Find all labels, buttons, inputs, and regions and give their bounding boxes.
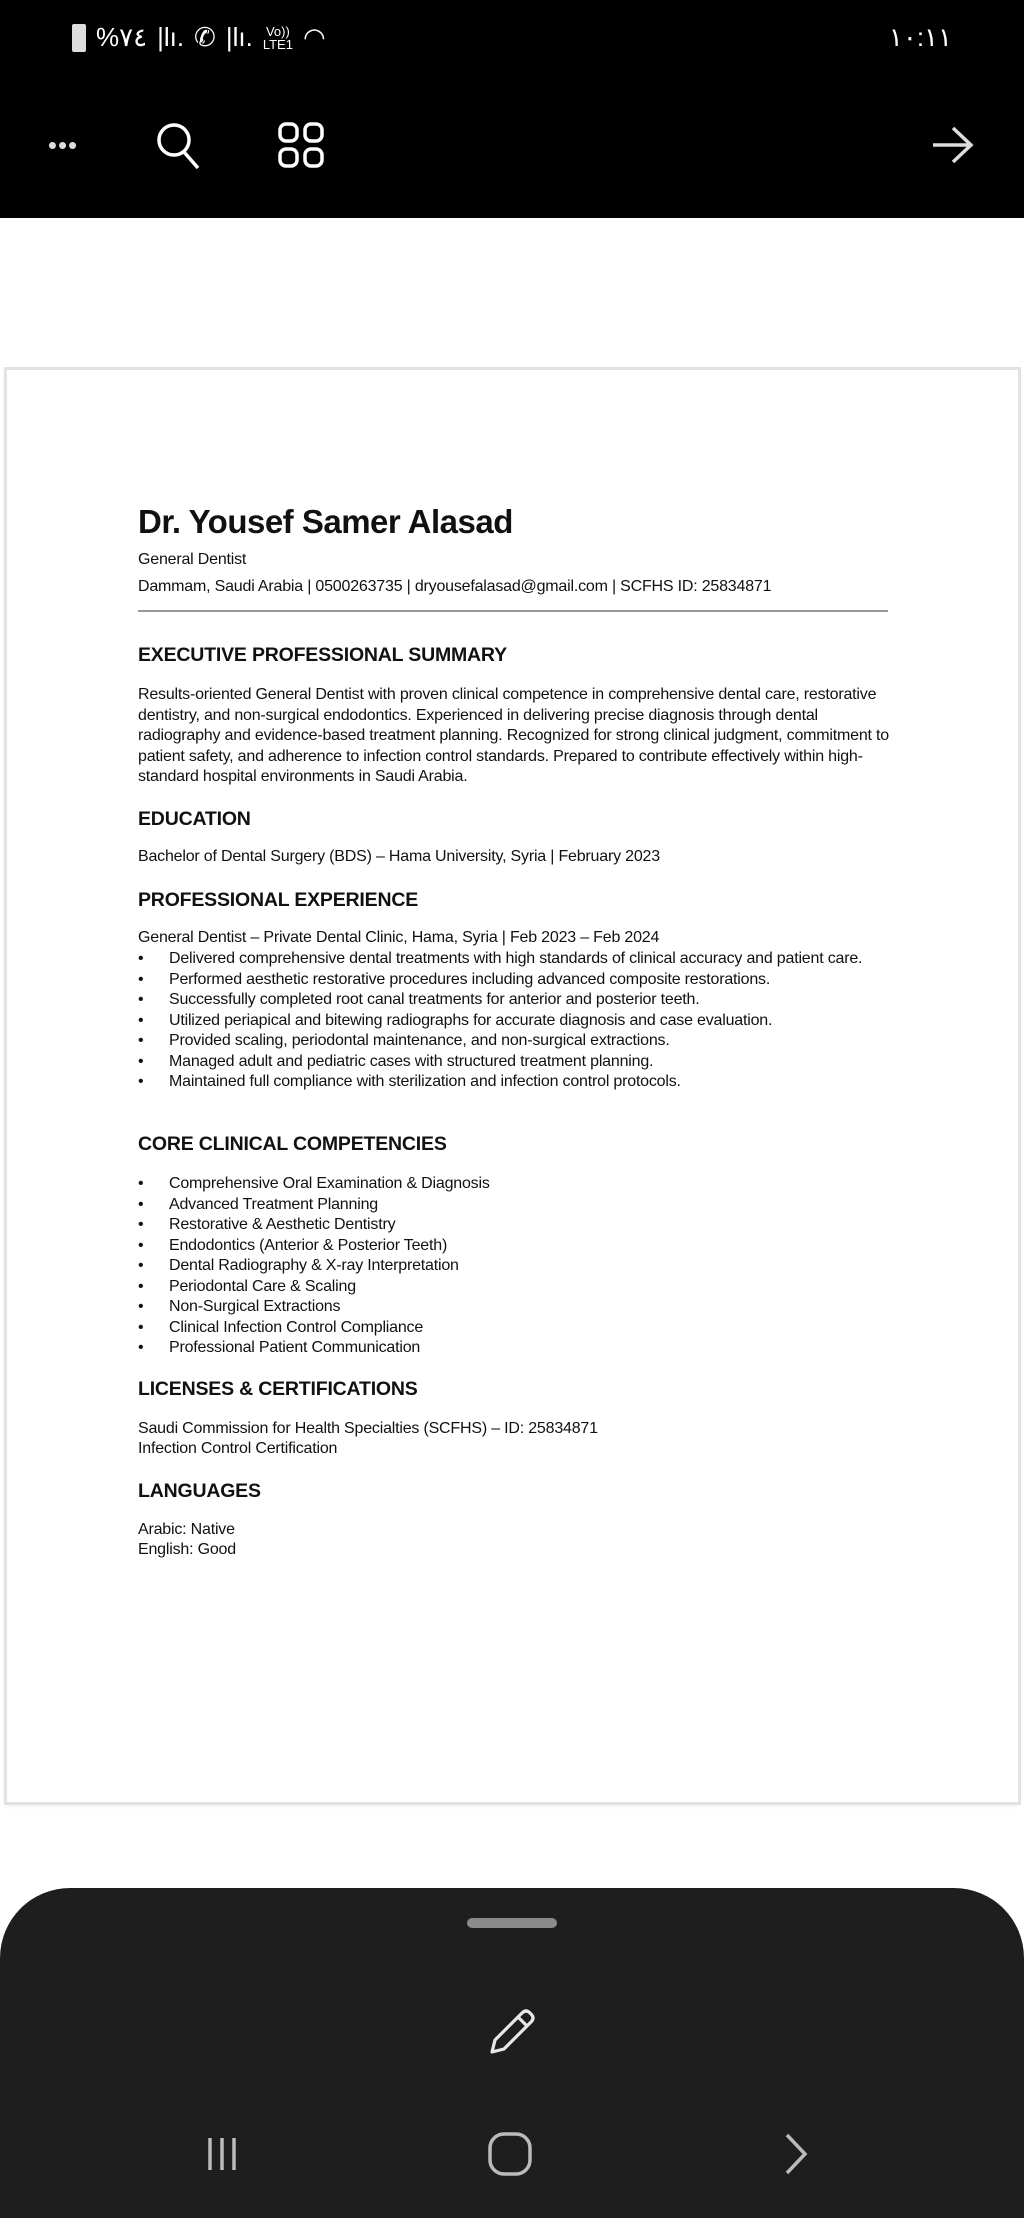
resume-name: Dr. Yousef Samer Alasad (138, 503, 513, 540)
education-text: Bachelor of Dental Surgery (BDS) – Hama University, Syria | February 2023 (138, 848, 660, 865)
drag-handle[interactable] (467, 1918, 557, 1928)
arrow-right-icon (931, 125, 975, 165)
list-item: • Maintained full compliance with sterilization and infection control protocols. (138, 1072, 898, 1093)
document-page (7, 370, 1018, 1802)
home-icon (487, 2131, 533, 2177)
experience-bullets (138, 949, 898, 1093)
education-heading: EDUCATION (138, 808, 251, 830)
wifi-icon: ◠ (302, 22, 326, 52)
network-text: LTE1 (262, 36, 293, 52)
pencil-icon (486, 2006, 538, 2058)
home-button[interactable] (480, 2128, 540, 2180)
list-item: • Non-Surgical Extractions (138, 1297, 898, 1318)
experience-job: General Dentist – Private Dental Clinic, Hama, Syria | Feb 2023 – Feb 2024 (138, 929, 660, 946)
list-item: • Clinical Infection Control Compliance (138, 1318, 898, 1339)
licenses-heading: LICENSES & CERTIFICATIONS (138, 1378, 418, 1400)
edit-button[interactable] (482, 2002, 542, 2062)
battery-percent: %٧٤ (96, 22, 148, 52)
list-item: • Advanced Treatment Planning (138, 1195, 898, 1216)
search-icon (154, 120, 202, 170)
search-button[interactable] (152, 120, 204, 170)
bottom-sheet (0, 1888, 1024, 2218)
summary-text: Results-oriented General Dentist with proven clinical competence in comprehensive dental care, restorative dentistry, and non-surgical endodontics. Experienced in delivering precise diagnosis through dental radiography and evidence-based treatment planning. Recognized for strong clinical judgment, commitment to patient safety, and adherence to infection control standards. Prepared to contribute effectively within high-standard hospital environments in Saudi Arabia. (138, 686, 889, 785)
language-item: English: Good (138, 1541, 236, 1558)
more-icon: ••• (47, 129, 79, 160)
wifi-call-icon: ✆ (194, 22, 216, 52)
resume-contact: Dammam, Saudi Arabia | 0500263735 | dryousefalasad@gmail.com | SCFHS ID: 25834871 (138, 578, 772, 595)
license-item: Infection Control Certification (138, 1440, 338, 1457)
competencies-list (138, 1174, 898, 1359)
recent-apps-button[interactable] (192, 2128, 252, 2180)
list-item: • Periodontal Care & Scaling (138, 1277, 898, 1298)
language-item: Arabic: Native (138, 1521, 235, 1538)
competencies-heading: CORE CLINICAL COMPETENCIES (138, 1133, 447, 1155)
top-bar (0, 0, 1024, 218)
battery-icon (72, 24, 86, 52)
languages-heading: LANGUAGES (138, 1480, 261, 1502)
experience-heading: PROFESSIONAL EXPERIENCE (138, 889, 419, 911)
resume-title: General Dentist (138, 551, 247, 568)
list-item: • Restorative & Aesthetic Dentistry (138, 1215, 898, 1236)
status-icons (72, 22, 326, 53)
forward-button[interactable] (928, 120, 978, 170)
list-item: • Performed aesthetic restorative procedures including advanced composite restorations. (138, 970, 898, 991)
list-item: • Endodontics (Anterior & Posterior Teeth) (138, 1236, 898, 1257)
grid-icon (278, 122, 324, 168)
volte-text: Vo)) (265, 23, 290, 39)
list-item: • Comprehensive Oral Examination & Diagnosis (138, 1174, 898, 1195)
more-button[interactable] (38, 120, 88, 170)
divider (138, 610, 888, 612)
license-item: Saudi Commission for Health Specialties (SCFHS) – ID: 25834871 (138, 1420, 598, 1437)
back-button[interactable] (766, 2128, 826, 2180)
summary-heading: EXECUTIVE PROFESSIONAL SUMMARY (138, 644, 507, 666)
clock: ١٠:١١ (888, 22, 952, 52)
list-item: • Successfully completed root canal treatments for anterior and posterior teeth. (138, 990, 898, 1011)
grid-view-button[interactable] (276, 120, 326, 170)
recent-apps-icon (202, 2134, 242, 2174)
signal-icon-2: |lı. (225, 22, 253, 52)
list-item: • Dental Radiography & X-ray Interpretation (138, 1256, 898, 1277)
list-item: • Delivered comprehensive dental treatments with high standards of clinical accuracy and patient care. (138, 949, 898, 970)
list-item: • Managed adult and pediatric cases with structured treatment planning. (138, 1052, 898, 1073)
signal-icon: |lı. (157, 22, 185, 52)
list-item: • Provided scaling, periodontal maintenance, and non-surgical extractions. (138, 1031, 898, 1052)
volte-label (263, 25, 293, 51)
list-item: • Utilized periapical and bitewing radiographs for accurate diagnosis and case evaluation. (138, 1011, 898, 1032)
list-item: • Professional Patient Communication (138, 1338, 898, 1359)
chevron-right-icon (781, 2132, 811, 2176)
